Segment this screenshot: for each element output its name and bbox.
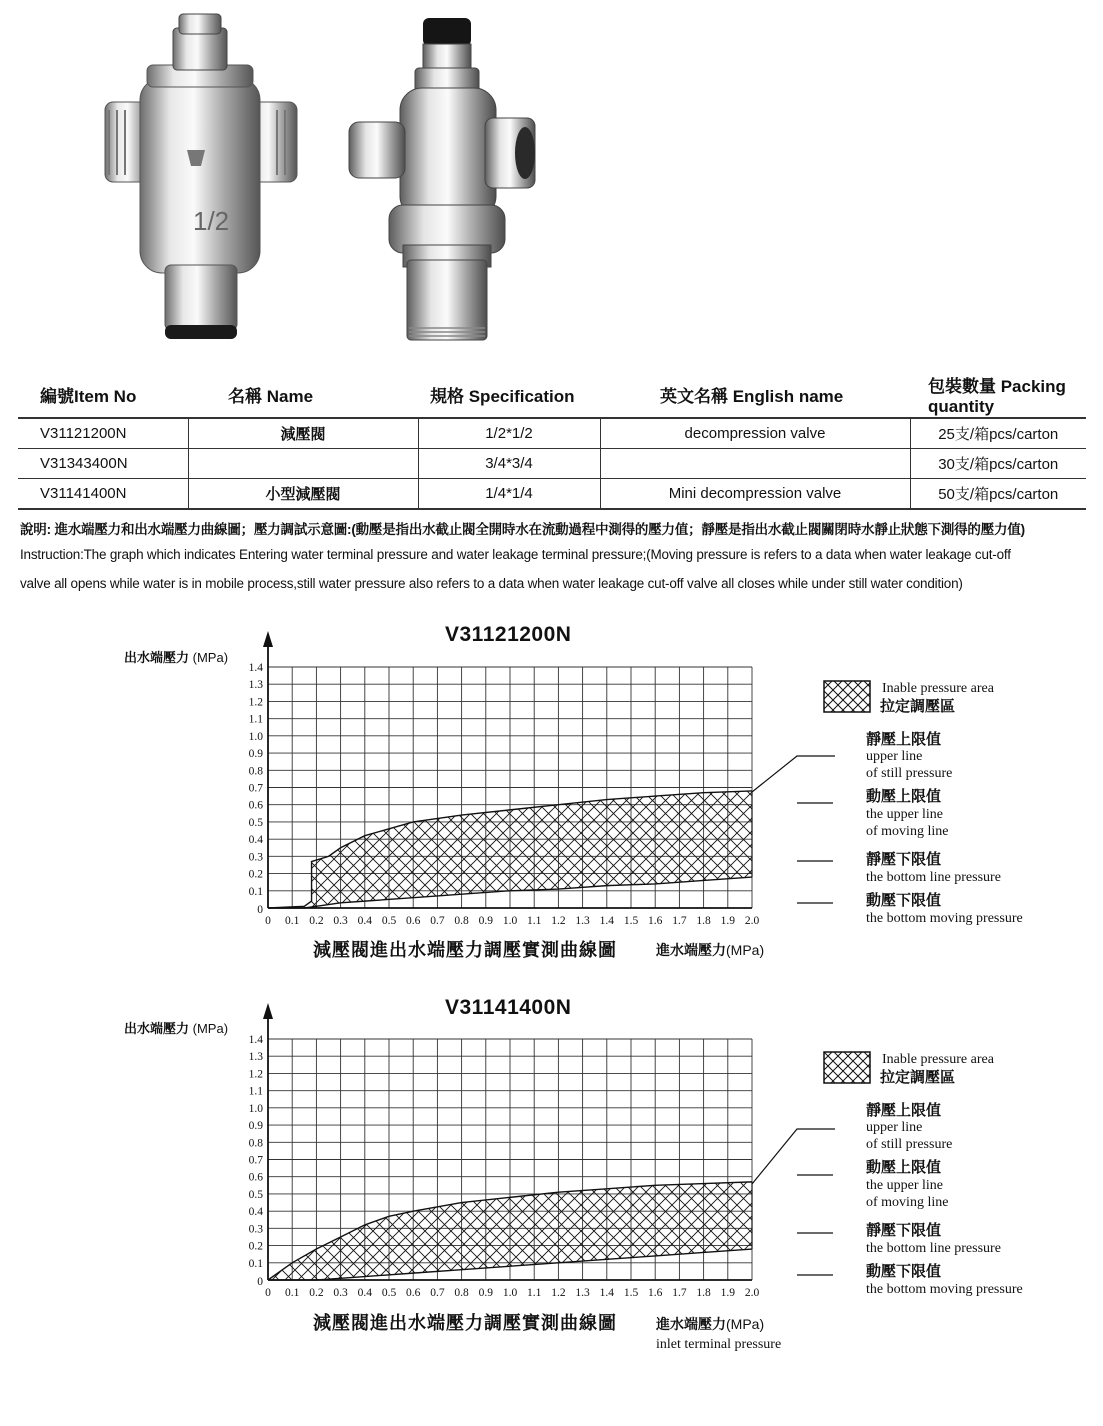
x-tick-label: 1.1 (527, 915, 542, 927)
cell-name: 小型減壓閥 (188, 479, 418, 510)
legend-still-lower-cn: 靜壓下限值 (866, 1222, 942, 1239)
y-axis-label-cn: 出水端壓力 (124, 1021, 190, 1036)
y-tick-label: 1.4 (248, 662, 263, 674)
y-tick-label: 1.0 (248, 730, 263, 743)
legend-moving-lower-en: the bottom moving pressure (866, 1282, 1023, 1297)
x-tick-label: 0.8 (454, 1287, 469, 1299)
col-english: 英文名稱 English name (600, 372, 910, 418)
y-tick-label: 1.1 (248, 1085, 263, 1098)
y-tick-label: 0 (257, 1276, 263, 1288)
x-axis-unit (656, 1314, 764, 1334)
col-name: 名稱 Name (188, 372, 418, 418)
legend-still-lower-en: the bottom line pressure (866, 870, 1001, 885)
chart-2 (230, 997, 805, 1302)
y-tick-label: 0.6 (248, 1171, 263, 1184)
legend-still-upper-en1: upper line (866, 1120, 923, 1135)
cell-spec: 1/4*1/4 (418, 479, 600, 510)
area-hatch-swatch (823, 680, 873, 714)
x-tick-label: 0.2 (309, 915, 324, 927)
y-axis-label-unit: (MPa) (192, 650, 229, 665)
y-tick-label: 0.1 (248, 1257, 263, 1270)
x-axis-unit (656, 940, 764, 960)
x-tick-label: 2.0 (744, 1287, 760, 1299)
x-tick-label: 1.3 (575, 1287, 590, 1299)
x-tick-label: 0.2 (309, 1287, 324, 1299)
y-tick-label: 0.4 (248, 834, 263, 847)
legend-still-upper-en1: upper line (866, 749, 923, 764)
legend-area-cn: 拉定調壓區 (880, 1069, 956, 1086)
cell-packing: 30支/箱pcs/carton (910, 449, 1086, 479)
x-tick-label: 1.4 (599, 915, 614, 927)
x-tick-label: 0.3 (333, 915, 348, 927)
chart-title: V31141400N (445, 996, 572, 1019)
x-tick-label: 1.5 (623, 1287, 639, 1299)
legend-area-en: Inable pressure area (882, 681, 994, 696)
y-tick-label: 0.9 (248, 1120, 263, 1133)
y-axis-label (124, 1018, 228, 1037)
y-tick-label: 0.2 (248, 868, 263, 881)
x-tick-label: 0.6 (406, 915, 421, 927)
x-tick-label: 1.1 (527, 1287, 542, 1299)
x-tick-label: 0 (265, 1287, 271, 1299)
x-tick-label: 0.4 (357, 915, 372, 927)
x-axis-unit-cn: 進水端壓力 (656, 1316, 726, 1332)
x-tick-label: 1.7 (672, 1287, 687, 1299)
cell-name: 減壓閥 (188, 418, 418, 449)
legend-moving-upper-cn: 動壓上限值 (866, 1159, 942, 1176)
legend-still-upper-cn: 靜壓上限值 (866, 1102, 942, 1119)
x-tick-label: 1.6 (648, 915, 663, 927)
y-axis-arrow (263, 1003, 273, 1019)
x-axis-title: 減壓閥進出水端壓力調壓實測曲線圖 (313, 1313, 617, 1333)
y-axis-label-cn: 出水端壓力 (124, 650, 190, 665)
y-tick-label: 0.3 (248, 1223, 263, 1236)
x-tick-label: 1.8 (696, 1287, 711, 1299)
x-tick-label: 1.2 (551, 915, 566, 927)
x-tick-label: 0.3 (333, 1287, 348, 1299)
y-tick-label: 0.3 (248, 851, 263, 864)
y-tick-label: 0.4 (248, 1206, 263, 1219)
x-axis-unit-en: inlet terminal pressure (656, 1337, 782, 1352)
y-axis-label (124, 647, 228, 666)
y-tick-label: 1.2 (248, 1068, 263, 1081)
legend-moving-lower-cn: 動壓下限值 (866, 1263, 942, 1280)
cell-item-no: V31141400N (18, 479, 188, 510)
x-axis-unit-cn: 進水端壓力 (656, 942, 726, 958)
x-tick-label: 1.2 (551, 1287, 566, 1299)
table-row (18, 449, 1086, 479)
description-en-line1: Instruction:The graph which indicates Entering water terminal pressure and water leakage terminal pressure;(Moving pressure is refers to a data when water leakage cut-off (20, 547, 1011, 562)
legend-leader-lines-1 (740, 740, 840, 920)
x-tick-label: 0.4 (357, 1287, 372, 1299)
y-tick-label: 0.7 (248, 782, 263, 795)
y-tick-label: 1.0 (248, 1102, 263, 1115)
cell-english (600, 449, 910, 479)
cell-packing: 50支/箱pcs/carton (910, 479, 1086, 510)
legend-moving-upper-en1: the upper line (866, 807, 943, 822)
table-row (18, 418, 1086, 449)
chart-1 (230, 625, 805, 930)
legend-moving-upper-en2: of moving line (866, 1195, 949, 1210)
col-spec: 規格 Specification (418, 372, 600, 418)
cell-name (188, 449, 418, 479)
x-tick-label: 1.9 (720, 1287, 735, 1299)
y-tick-label: 1.2 (248, 696, 263, 709)
x-tick-label: 1.7 (672, 915, 687, 927)
y-tick-label: 0.2 (248, 1240, 263, 1253)
x-tick-label: 1.5 (623, 915, 639, 927)
x-tick-label: 1.3 (575, 915, 590, 927)
col-item-no: 編號Item No (18, 372, 188, 418)
y-tick-label: 1.4 (248, 1034, 263, 1046)
y-axis-arrow (263, 631, 273, 647)
x-tick-label: 0.7 (430, 1287, 445, 1299)
table-row (18, 479, 1086, 510)
chart-title: V31121200N (445, 623, 572, 646)
legend-area-en: Inable pressure area (882, 1052, 994, 1067)
cell-spec: 1/2*1/2 (418, 418, 600, 449)
cell-spec: 3/4*3/4 (418, 449, 600, 479)
x-tick-label: 1.6 (648, 1287, 663, 1299)
y-tick-label: 0.1 (248, 885, 263, 898)
x-tick-label: 0.9 (478, 1287, 493, 1299)
x-axis-title: 減壓閥進出水端壓力調壓實測曲線圖 (313, 940, 617, 960)
x-tick-label: 0.8 (454, 915, 469, 927)
legend-moving-upper-en1: the upper line (866, 1178, 943, 1193)
cell-packing: 25支/箱pcs/carton (910, 418, 1086, 449)
valve-photo-mini (345, 10, 545, 345)
y-axis-label-unit: (MPa) (192, 1021, 229, 1036)
valve-photo-large (95, 10, 305, 345)
y-tick-label: 0.8 (248, 1137, 263, 1150)
x-tick-label: 1.4 (599, 1287, 614, 1299)
x-tick-label: 0.9 (478, 915, 493, 927)
y-tick-label: 1.1 (248, 713, 263, 726)
fraction-mark: 1/2 (193, 206, 230, 236)
legend-still-lower-cn: 靜壓下限值 (866, 851, 942, 868)
legend-still-upper-cn: 靜壓上限值 (866, 731, 942, 748)
y-tick-label: 0 (257, 904, 263, 916)
legend-moving-upper-en2: of moving line (866, 824, 949, 839)
description-cn: 說明: 進水端壓力和出水端壓力曲線圖；壓力調試示意圖:(動壓是指出水截止閥全開時水在流動過程中測得的壓力值；靜壓是指出水截止閥關閉時水靜止狀態下測得的壓力值) (20, 522, 1025, 537)
legend-moving-upper-cn: 動壓上限值 (866, 788, 942, 805)
x-tick-label: 1.8 (696, 915, 711, 927)
y-tick-label: 0.7 (248, 1154, 263, 1167)
y-tick-label: 1.3 (248, 679, 263, 692)
x-tick-label: 0.6 (406, 1287, 421, 1299)
cell-english: decompression valve (600, 418, 910, 449)
x-tick-label: 1.0 (502, 1287, 518, 1299)
legend-moving-lower-cn: 動壓下限值 (866, 892, 942, 909)
legend-still-upper-en2: of still pressure (866, 766, 953, 781)
y-tick-label: 0.9 (248, 748, 263, 761)
y-tick-label: 0.5 (248, 1188, 263, 1201)
y-tick-label: 1.3 (248, 1051, 263, 1064)
x-tick-label: 2.0 (744, 915, 760, 927)
legend-still-upper-en2: of still pressure (866, 1137, 953, 1152)
x-tick-label: 0.7 (430, 915, 445, 927)
legend-area-cn: 拉定調壓區 (880, 698, 956, 715)
y-tick-label: 0.6 (248, 799, 263, 812)
cell-english: Mini decompression valve (600, 479, 910, 510)
legend-still-lower-en: the bottom line pressure (866, 1241, 1001, 1256)
x-axis-unit-mpa: (MPa) (726, 942, 765, 958)
y-tick-label: 0.5 (248, 816, 263, 829)
x-tick-label: 0.1 (285, 1287, 300, 1299)
x-tick-label: 0.5 (381, 1287, 397, 1299)
description-en-line2: valve all opens while water is in mobile process,still water pressure also refers to a data when water leakage cut-off valve all closes while under still water condition) (20, 576, 963, 591)
legend-leader-lines-2 (740, 1112, 840, 1292)
cell-item-no: V31121200N (18, 418, 188, 449)
product-table (18, 372, 1086, 510)
x-tick-label: 0.1 (285, 915, 300, 927)
area-hatch-swatch (823, 1051, 873, 1085)
col-packing: 包裝數量 Packing quantity (910, 372, 1086, 418)
table-header-row (18, 372, 1086, 418)
x-tick-label: 1.0 (502, 915, 518, 927)
legend-moving-lower-en: the bottom moving pressure (866, 911, 1023, 926)
x-axis-unit-mpa: (MPa) (726, 1316, 765, 1332)
x-tick-label: 1.9 (720, 915, 735, 927)
y-tick-label: 0.8 (248, 765, 263, 778)
cell-item-no: V31343400N (18, 449, 188, 479)
x-tick-label: 0 (265, 915, 271, 927)
x-tick-label: 0.5 (381, 915, 397, 927)
